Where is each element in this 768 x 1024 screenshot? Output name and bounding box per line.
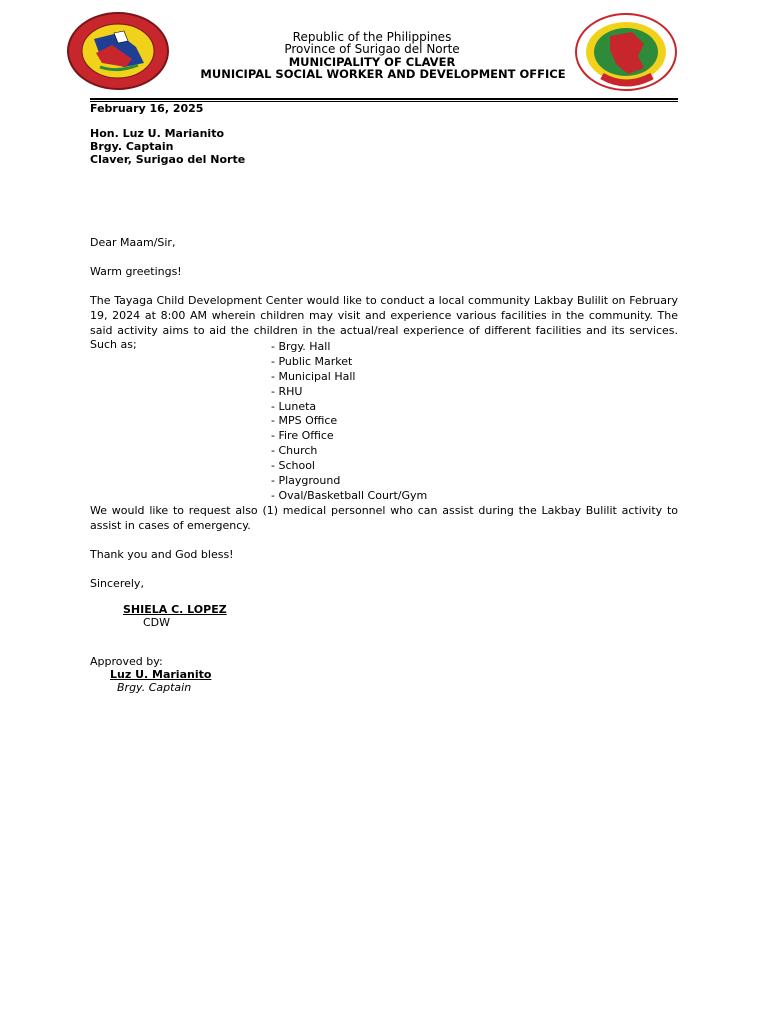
list-item: - MPS Office — [271, 414, 338, 428]
letter-date: February 16, 2025 — [90, 102, 204, 115]
letterhead-province: Province of Surigao del Norte — [284, 42, 460, 56]
list-item: - Municipal Hall — [271, 369, 356, 383]
recipient-name: Hon. Luz U. Marianito — [90, 127, 225, 140]
list-item: - Public Market — [271, 354, 353, 368]
header-rule-thick — [90, 98, 678, 100]
recipient-title: Brgy. Captain — [90, 140, 174, 153]
body-paragraph-1: The Tayaga Child Development Center would like to conduct a local community Lakbay Bulilit on February 19, 2024 at 8:00 AM wherein children may visit and experience various facilities in the community. The said activity aims to aid the children in the actual/real experience of different facilities and its services. Such as; — [90, 294, 678, 352]
approver-title: Brgy. Captain — [117, 681, 192, 694]
list-item: - RHU — [271, 384, 303, 398]
greeting: Warm greetings! — [90, 265, 182, 278]
list-item: - Church — [271, 444, 318, 458]
list-item: - School — [271, 459, 315, 473]
letterhead-municipality: MUNICIPALITY OF CLAVER — [288, 55, 456, 69]
letterhead-republic: Republic of the Philippines — [292, 30, 452, 44]
salutation: Dear Maam/Sir, — [90, 236, 176, 249]
list-item: - Playground — [271, 474, 341, 488]
facilities-list — [271, 340, 427, 504]
letterhead-office: MUNICIPAL SOCIAL WORKER AND DEVELOPMENT OFFICE — [200, 67, 566, 81]
list-item: - Oval/Basketball Court/Gym — [271, 488, 428, 502]
recipient-address: Claver, Surigao del Norte — [90, 153, 246, 166]
list-item: - Brgy. Hall — [271, 340, 331, 353]
list-item: - Luneta — [271, 399, 317, 413]
approver-name: Luz U. Marianito — [110, 668, 212, 681]
body-paragraph-2: We would like to request also (1) medical personnel who can assist during the Lakbay Bulilit activity to assist in cases of emergency. — [90, 504, 678, 532]
approved-label: Approved by: — [90, 655, 163, 668]
list-item: - Fire Office — [271, 429, 334, 443]
signatory-name: SHIELA C. LOPEZ — [123, 603, 227, 616]
closing: Sincerely, — [90, 577, 144, 590]
closing-thanks: Thank you and God bless! — [90, 548, 234, 561]
signatory-title: CDW — [143, 616, 171, 629]
